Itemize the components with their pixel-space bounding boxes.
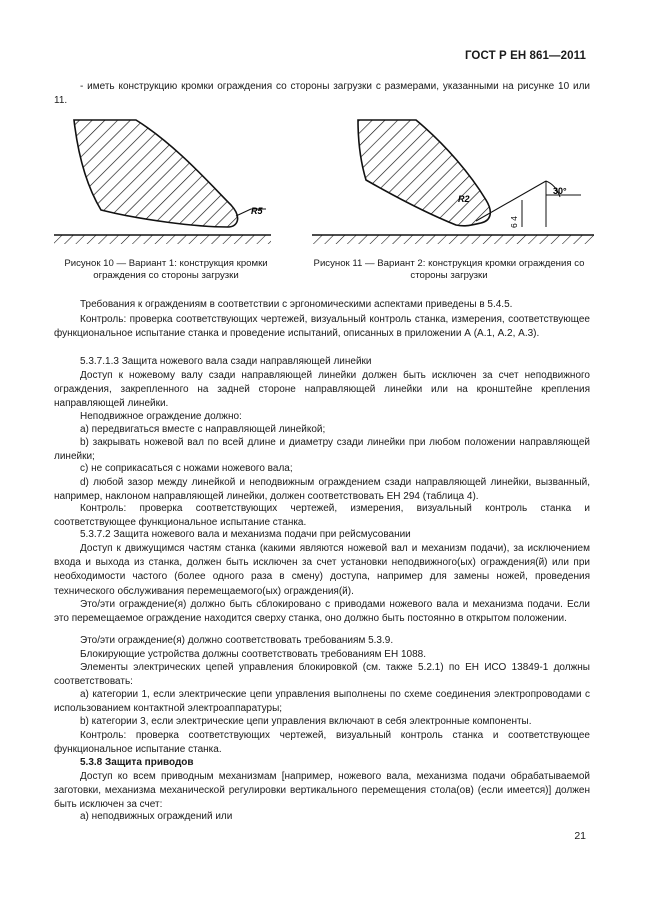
body-paragraph: Неподвижное ограждение должно: — [80, 411, 242, 422]
fig11-dimension-label: 6 4 — [509, 216, 519, 228]
figure-10-drawing — [54, 120, 271, 244]
fig10-caption: Рисунок 10 — Вариант 1: конструкция кромки ограждения со стороны загрузки — [64, 258, 268, 282]
body-paragraph: Блокирующие устройства должны соответствовать требованиям ЕН 1088. — [80, 649, 426, 660]
list-item: b) категории 3, если электрические цепи управления включают в себя электронные компоненты. — [80, 716, 532, 727]
list-item: а) неподвижных ограждений или — [80, 811, 233, 822]
guard-edge-shape — [74, 120, 238, 227]
body-paragraph: Доступ к движущимся частям станка (какими являются ножевой вал и механизм подачи), за исключением входа и выхода из станка, должен быть исключен за счет установки неподвижного(ых) ограждения(й) или при необходимости частого (более одного раза в смену) доступа, например для замены ножей, проведения технического обслуживания перемещаемого(ых) ограждения(й). — [54, 543, 590, 597]
list-item: а) категории 1, если электрические цепи управления выполнены по схеме соединения электропроводами с использованием контактной электроаппаратуры; — [54, 689, 590, 715]
body-paragraph: Доступ ко всем приводным механизмам [например, ножевого вала, механизма подачи обрабатываемой заготовки, механизма механической регулировки вертикального перемещения стола(ов) (если имеется)] должен быть исключен за счет: — [54, 771, 590, 811]
body-paragraph: Это/эти ограждение(я) должно быть сблокировано с приводами ножевого вала и механизма подачи. Если это перемещаемое ограждение находится сверху станка, оно должно быть постоянно в открытом положении. — [54, 599, 590, 625]
list-item: b) закрывать ножевой вал по всей длине и диаметру сзади линейки при любом положении направляющей линейки; — [54, 437, 590, 463]
document-header: ГОСТ Р ЕН 861—2011 — [464, 50, 586, 62]
fig10-radius-label: R5 — [251, 206, 263, 216]
section-heading: 5.3.7.2 Защита ножевого вала и механизма подачи при рейсмусовании — [80, 529, 411, 540]
body-paragraph: Доступ к ножевому валу сзади направляющей линейки должен быть исключен за счет неподвижного ограждения, закрепленного на задней стороне направляющей линейки или на кронштейне крепления направляющей линейки. — [54, 370, 590, 410]
section-heading: 5.3.7.1.3 Защита ножевого вала сзади направляющей линейки — [80, 356, 372, 367]
body-paragraph: Элементы электрических цепей управления блокировкой (см. также 5.2.1) по ЕН ИСО 13849-1 должны соответствовать: — [54, 662, 590, 688]
guard-edge-shape — [358, 120, 490, 226]
page-number: 21 — [574, 830, 586, 842]
list-item: а) передвигаться вместе с направляющей линейкой; — [80, 424, 326, 435]
body-paragraph: Требования к ограждениям в соответствии с эргономическими аспектами приведены в 5.4.5. — [80, 299, 513, 310]
fig11-caption: Рисунок 11 — Вариант 2: конструкция кромки ограждения со стороны загрузки — [313, 258, 585, 282]
body-paragraph: Контроль: проверка соответствующих чертежей, визуальный контроль станка, измерения, соответствующее функциональное испытание станка и проведение испытаний, описанных в приложении А (А.1, А.2, А.3). — [54, 314, 590, 340]
fig11-radius-label: R2 — [458, 194, 470, 204]
intro-paragraph: - иметь конструкцию кромки ограждения со стороны загрузки с размерами, указанными на рисунке 10 или 11. — [54, 81, 590, 107]
radius-leader — [236, 209, 251, 216]
body-paragraph: Контроль: проверка соответствующих чертежей, измерения, визуальный контроль станка и соответствующее функциональное испытание станка. — [54, 503, 590, 529]
fig11-angle-label: 30° — [553, 186, 567, 196]
ground-hatch — [54, 235, 271, 244]
body-paragraph: Это/эти ограждение(я) должно соответствовать требованиям 5.3.9. — [80, 635, 394, 646]
figure-11-drawing — [312, 120, 594, 244]
section-title: 5.3.8 Защита приводов — [80, 757, 194, 768]
section-heading — [54, 756, 590, 770]
list-item: c) не соприкасаться с ножами ножевого вала; — [80, 463, 293, 474]
body-paragraph: Контроль: проверка соответствующих чертежей, визуальный контроль станка и соответствующее функциональное испытание станка. — [54, 730, 590, 756]
ground-hatch — [312, 235, 594, 244]
list-item: d) любой зазор между линейкой и неподвижным ограждением сзади направляющей линейки, вызванный, например, наклоном направляющей линейки, должен соответствовать ЕН 294 (таблица 4). — [54, 477, 590, 503]
